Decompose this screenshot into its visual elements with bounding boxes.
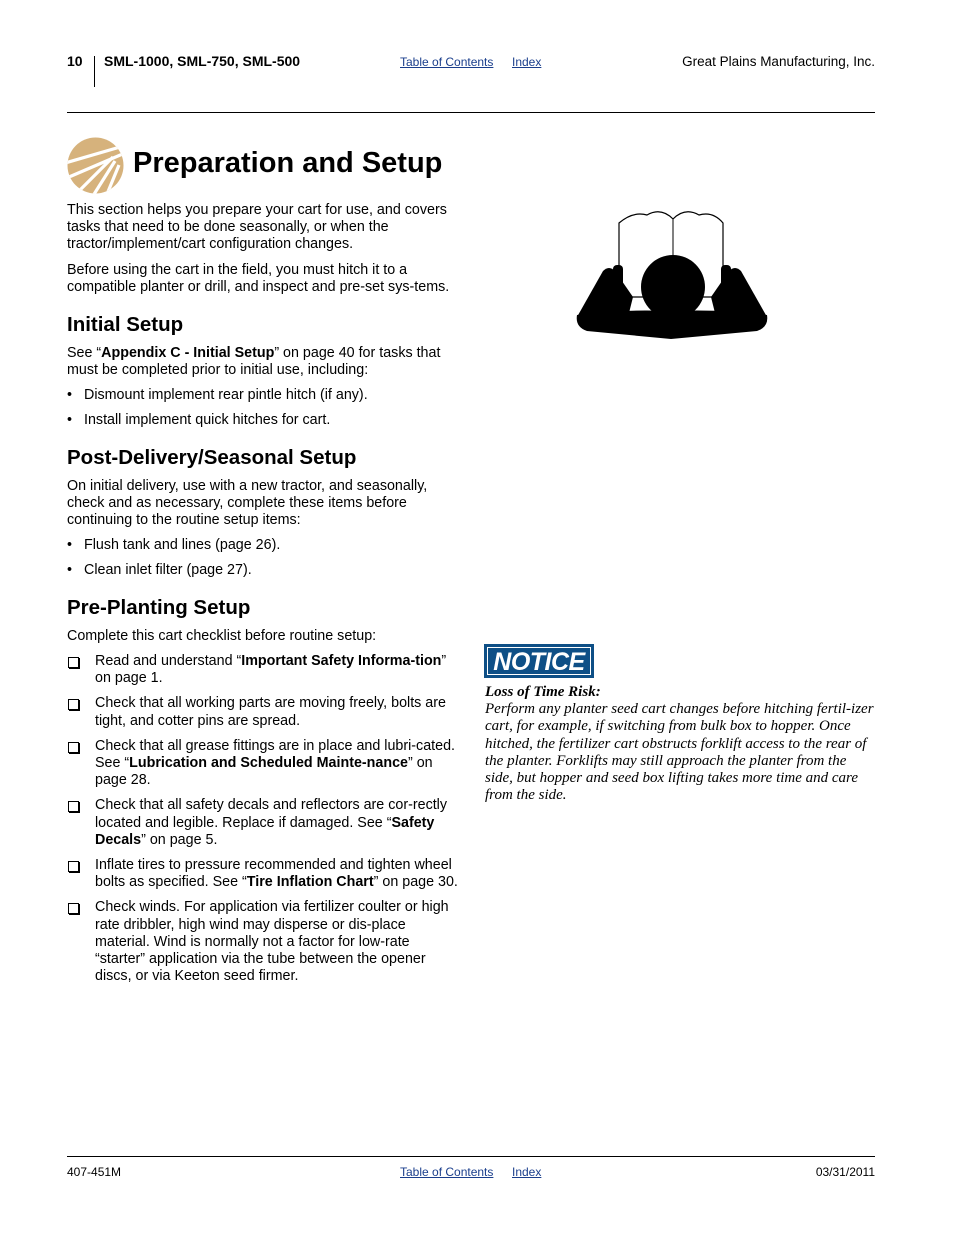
model-title: SML-1000, SML-750, SML-500 xyxy=(104,53,301,69)
list-item: • Install implement quick hitches for cart. xyxy=(67,411,331,428)
header-index-link[interactable]: Index xyxy=(512,55,542,69)
footer-toc-link[interactable]: Table of Contents xyxy=(400,1165,494,1179)
page-title: Preparation and Setup xyxy=(133,147,443,179)
page-number: 10 xyxy=(67,53,83,69)
company-name: Great Plains Manufacturing, Inc. xyxy=(682,54,875,69)
notice-badge-label: NOTICE xyxy=(493,648,585,676)
pre-planting-paragraph: Complete this cart checklist before routine setup: xyxy=(67,627,377,644)
intro-paragraph-1: This section helps you prepare your cart for use, and covers tasks that need to be done seasonally, or when the tractor/implement/cart configuration changes. xyxy=(67,202,447,253)
checklist-item: Check that all grease fittings are in place and lubri-cated. See “Lubrication and Scheduled Mainte-nance” on page 28. xyxy=(67,738,459,790)
checkbox-icon xyxy=(68,699,79,710)
post-delivery-list xyxy=(67,537,459,578)
checklist-item: Read and understand “Important Safety Informa-tion” on page 1. xyxy=(67,653,459,687)
checkbox-icon xyxy=(68,861,79,872)
pre-planting-heading: Pre-Planting Setup xyxy=(67,595,251,619)
main-content xyxy=(67,202,459,994)
initial-setup-heading: Initial Setup xyxy=(67,313,184,337)
header-divider xyxy=(94,56,95,87)
notice-body: Perform any planter seed cart changes before hitching fertil-izer cart, for example, if switching from bulk box to hopper. Once hitched, the fertilizer cart obstructs forklift access to the rear of the planter. Forklifts may still approach the planter from the side, but hopper and seed box lifting takes more time and care from the side. xyxy=(485,701,874,804)
revision-date: 03/31/2011 xyxy=(815,1165,875,1179)
footer-index-link[interactable]: Index xyxy=(512,1165,542,1179)
checkbox-icon xyxy=(68,742,79,753)
header-toc-link[interactable]: Table of Contents xyxy=(400,55,494,69)
initial-setup-paragraph: See “Appendix C - Initial Setup” on page 40 for tasks that must be completed prior to initial use, including: xyxy=(67,345,441,379)
pre-planting-checklist xyxy=(67,653,459,985)
checkbox-icon xyxy=(68,657,79,668)
list-item: • Flush tank and lines (page 26). xyxy=(67,537,281,554)
checklist-item: Check that all working parts are moving freely, bolts are tight, and cotter pins are spread. xyxy=(67,695,459,729)
post-delivery-paragraph: On initial delivery, use with a new tractor, and seasonally, check and as necessary, complete these items before continuing to the routine setup items: xyxy=(67,477,428,529)
checklist-item: Check that all safety decals and reflectors are cor-rectly located and legible. Replace if damaged. See “Safety Decals” on page 5. xyxy=(67,797,459,849)
list-item: • Clean inlet filter (page 27). xyxy=(67,561,252,578)
checklist-item: Check winds. For application via fertilizer coulter or high rate dribbler, high wind may disperse or dis-place material. Wind is normally not a factor for low-rate “starter” application via the tube between the opener discs, or via Keeton seed firmer. xyxy=(67,899,459,985)
checkbox-icon xyxy=(68,903,79,914)
checklist-item: Inflate tires to pressure recommended and tighten wheel bolts as specified. See “Tire Inflation Chart” on page 30. xyxy=(67,857,459,891)
person-reading-manual-icon xyxy=(575,205,769,341)
notice-text xyxy=(485,684,877,804)
notice-heading: Loss of Time Risk: xyxy=(485,684,601,700)
document-number: 407-451M xyxy=(67,1165,122,1179)
initial-setup-list xyxy=(67,387,459,428)
list-item: • Dismount implement rear pintle hitch (if any). xyxy=(67,387,368,404)
checkbox-icon xyxy=(68,801,79,812)
footer-rule xyxy=(67,1156,875,1157)
intro-paragraph-2: Before using the cart in the field, you must hitch it to a compatible planter or drill, and inspect and pre-set sys-tems. xyxy=(67,261,450,295)
post-delivery-heading: Post-Delivery/Seasonal Setup xyxy=(67,445,357,469)
sunrise-field-logo-icon xyxy=(67,137,124,194)
notice-badge xyxy=(484,644,594,678)
header-rule xyxy=(67,112,875,113)
